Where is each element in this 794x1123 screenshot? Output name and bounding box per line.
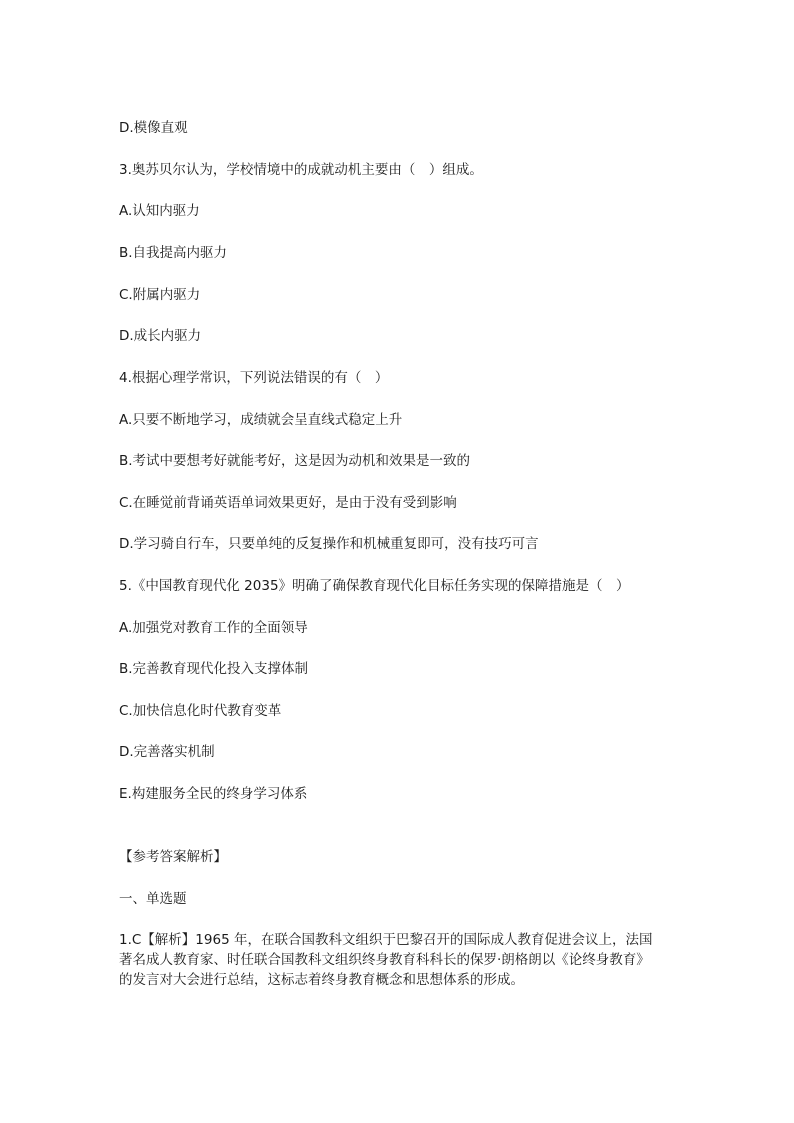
q5-option-e: E.构建服务全民的终身学习体系 [119, 786, 308, 802]
q3-option-d: D.成长内驱力 [119, 328, 202, 344]
q4-option-c: C.在睡觉前背诵英语单词效果更好，是由于没有受到影响 [119, 495, 457, 511]
q2-option-d: D.模像直观 [119, 120, 188, 136]
q5-option-b: B.完善教育现代化投入支撑体制 [119, 661, 309, 677]
q4-option-a: A.只要不断地学习，成绩就会呈直线式稳定上升 [119, 412, 403, 428]
q3-option-b: B.自我提高内驱力 [119, 245, 228, 261]
q5-option-a: A.加强党对教育工作的全面领导 [119, 620, 308, 636]
q3-option-c: C.附属内驱力 [119, 287, 201, 303]
answer-1-line: 著名成人教育家、时任联合国教科文组织终身教育科科长的保罗·朗格朗以《论终身教育》 [119, 952, 650, 968]
section-heading-single-choice: 一、单选题 [119, 891, 187, 907]
answer-heading: 【参考答案解析】 [119, 849, 227, 865]
q3-option-a: A.认知内驱力 [119, 203, 200, 219]
q4-option-b: B.考试中要想考好就能考好，这是因为动机和效果是一致的 [119, 453, 471, 469]
q3-stem: 3.奥苏贝尔认为，学校情境中的成就动机主要由（ ）组成。 [119, 162, 483, 178]
answer-1-line: 1.C【解析】1965 年，在联合国教科文组织于巴黎召开的国际成人教育促进会议上，法国 [119, 932, 653, 948]
q5-option-c: C.加快信息化时代教育变革 [119, 703, 282, 719]
q4-stem: 4.根据心理学常识，下列说法错误的有（ ） [119, 370, 389, 386]
q4-option-d: D.学习骑自行车，只要单纯的反复操作和机械重复即可，没有技巧可言 [119, 536, 539, 552]
q5-option-d: D.完善落实机制 [119, 744, 215, 760]
q5-stem: 5.《中国教育现代化 2035》明确了确保教育现代化目标任务实现的保障措施是（ ） [119, 578, 630, 594]
answer-1-line: 的发言对大会进行总结，这标志着终身教育概念和思想体系的形成。 [119, 972, 524, 988]
answer-1-explanation [119, 930, 679, 990]
